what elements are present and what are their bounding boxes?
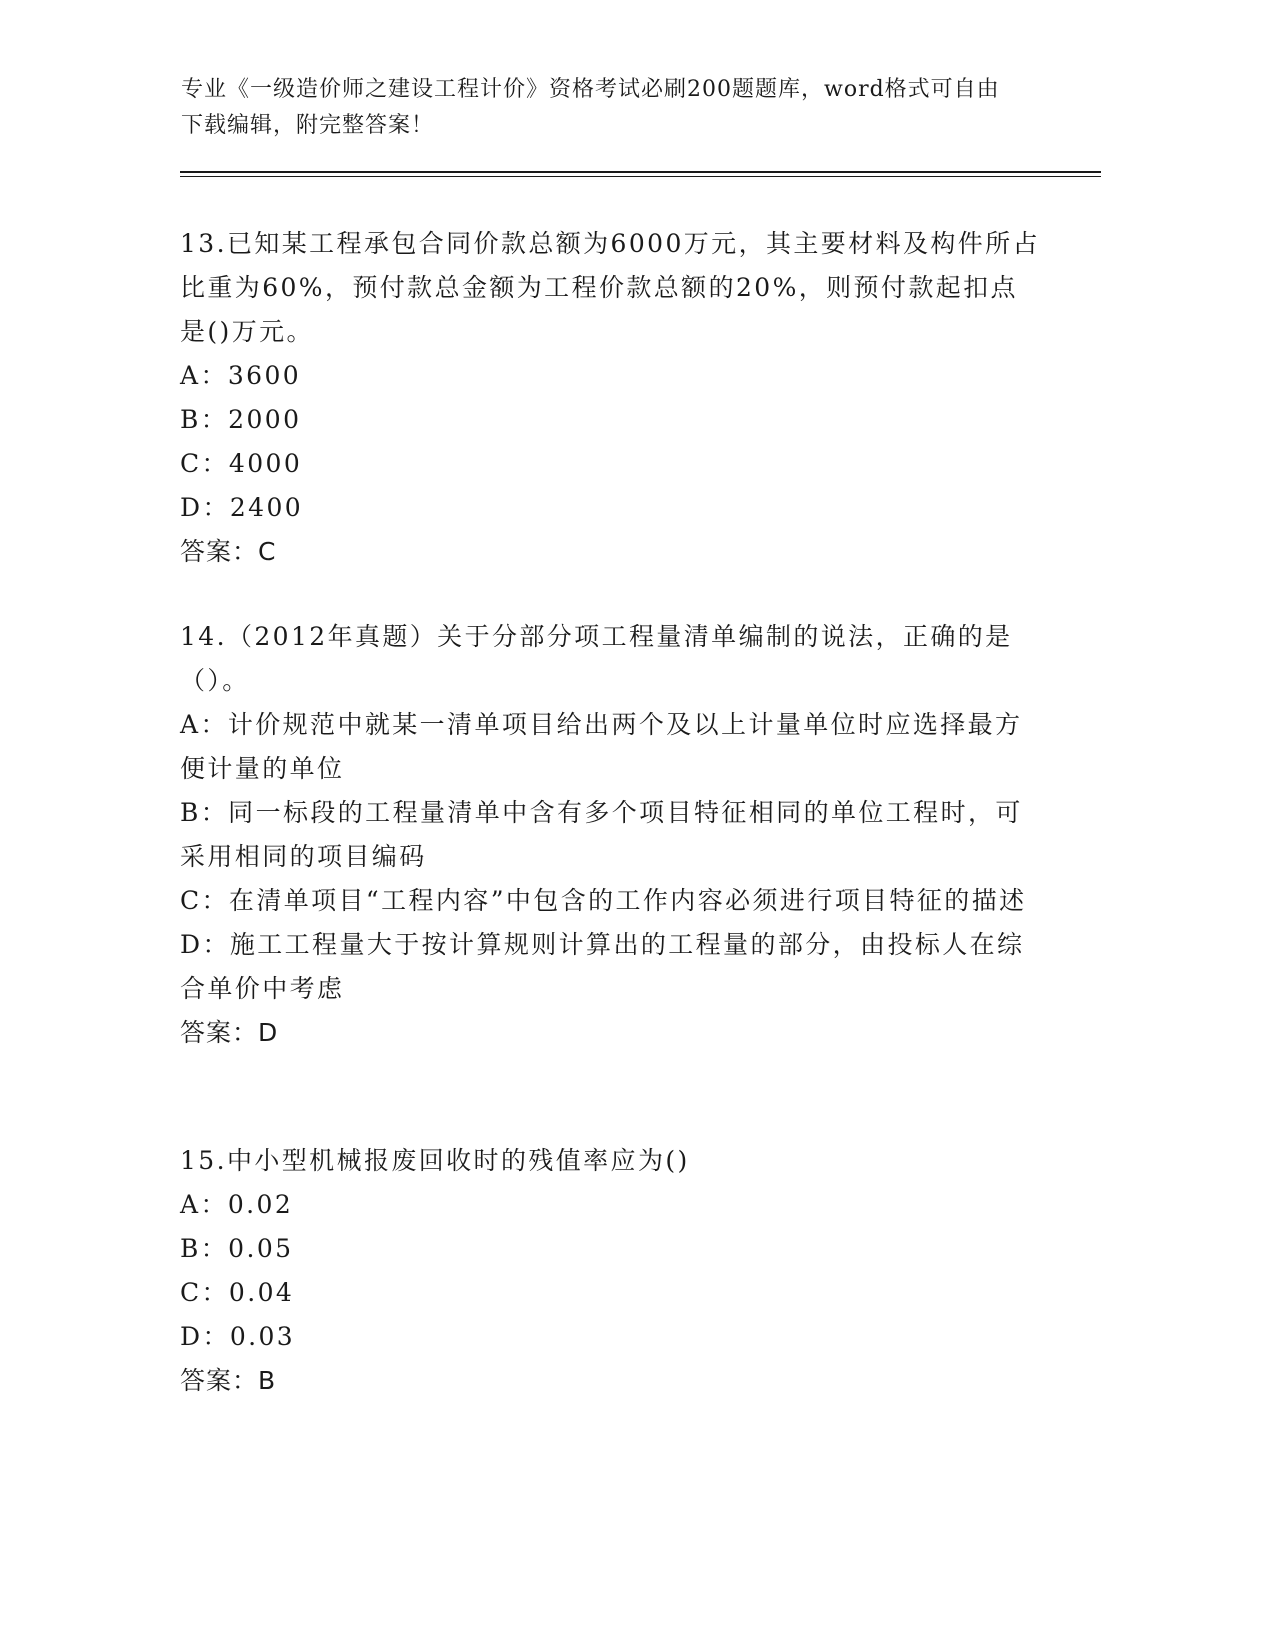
question-15 xyxy=(180,1139,1040,1403)
option-d: D：0.03 xyxy=(180,1322,296,1351)
answer: 答案：C xyxy=(180,537,277,566)
option-d: D：2400 xyxy=(180,493,304,522)
answer: 答案：B xyxy=(180,1366,277,1395)
header-divider-thick xyxy=(180,171,1101,173)
option-b: B：0.05 xyxy=(180,1234,294,1263)
option-a: A：计价规范中就某一清单项目给出两个及以上计量单位时应选择最方便计量的单位 xyxy=(180,710,1023,783)
option-a: A：0.02 xyxy=(180,1190,294,1219)
option-c: C：在清单项目“工程内容”中包含的工作内容必须进行项目特征的描述 xyxy=(180,886,1027,915)
option-a: A：3600 xyxy=(180,361,302,390)
option-b: B：同一标段的工程量清单中含有多个项目特征相同的单位工程时，可采用相同的项目编码 xyxy=(180,798,1023,871)
question-14 xyxy=(180,615,1040,1055)
question-13 xyxy=(180,222,1040,574)
option-c: C：4000 xyxy=(180,449,303,478)
header-divider-thin xyxy=(180,176,1101,177)
question-stem: 15.中小型机械报废回收时的残值率应为() xyxy=(180,1146,690,1175)
option-b: B：2000 xyxy=(180,405,302,434)
header-title-line-1: 专业《一级造价师之建设工程计价》资格考试必刷200题题库，word格式可自由 xyxy=(181,77,1000,102)
option-c: C：0.04 xyxy=(180,1278,295,1307)
document-header xyxy=(181,72,1061,144)
answer: 答案：D xyxy=(180,1018,279,1047)
question-stem: 14.（2012年真题）关于分部分项工程量清单编制的说法，正确的是（）。 xyxy=(180,622,1013,695)
question-stem: 13.已知某工程承包合同价款总额为6000万元，其主要材料及构件所占比重为60%，预付款总金额为工程价款总额的20%，则预付款起扣点是()万元。 xyxy=(180,229,1040,346)
header-title-line-2: 下载编辑，附完整答案！ xyxy=(181,113,435,138)
option-d: D：施工工程量大于按计算规则计算出的工程量的部分，由投标人在综合单价中考虑 xyxy=(180,930,1025,1003)
